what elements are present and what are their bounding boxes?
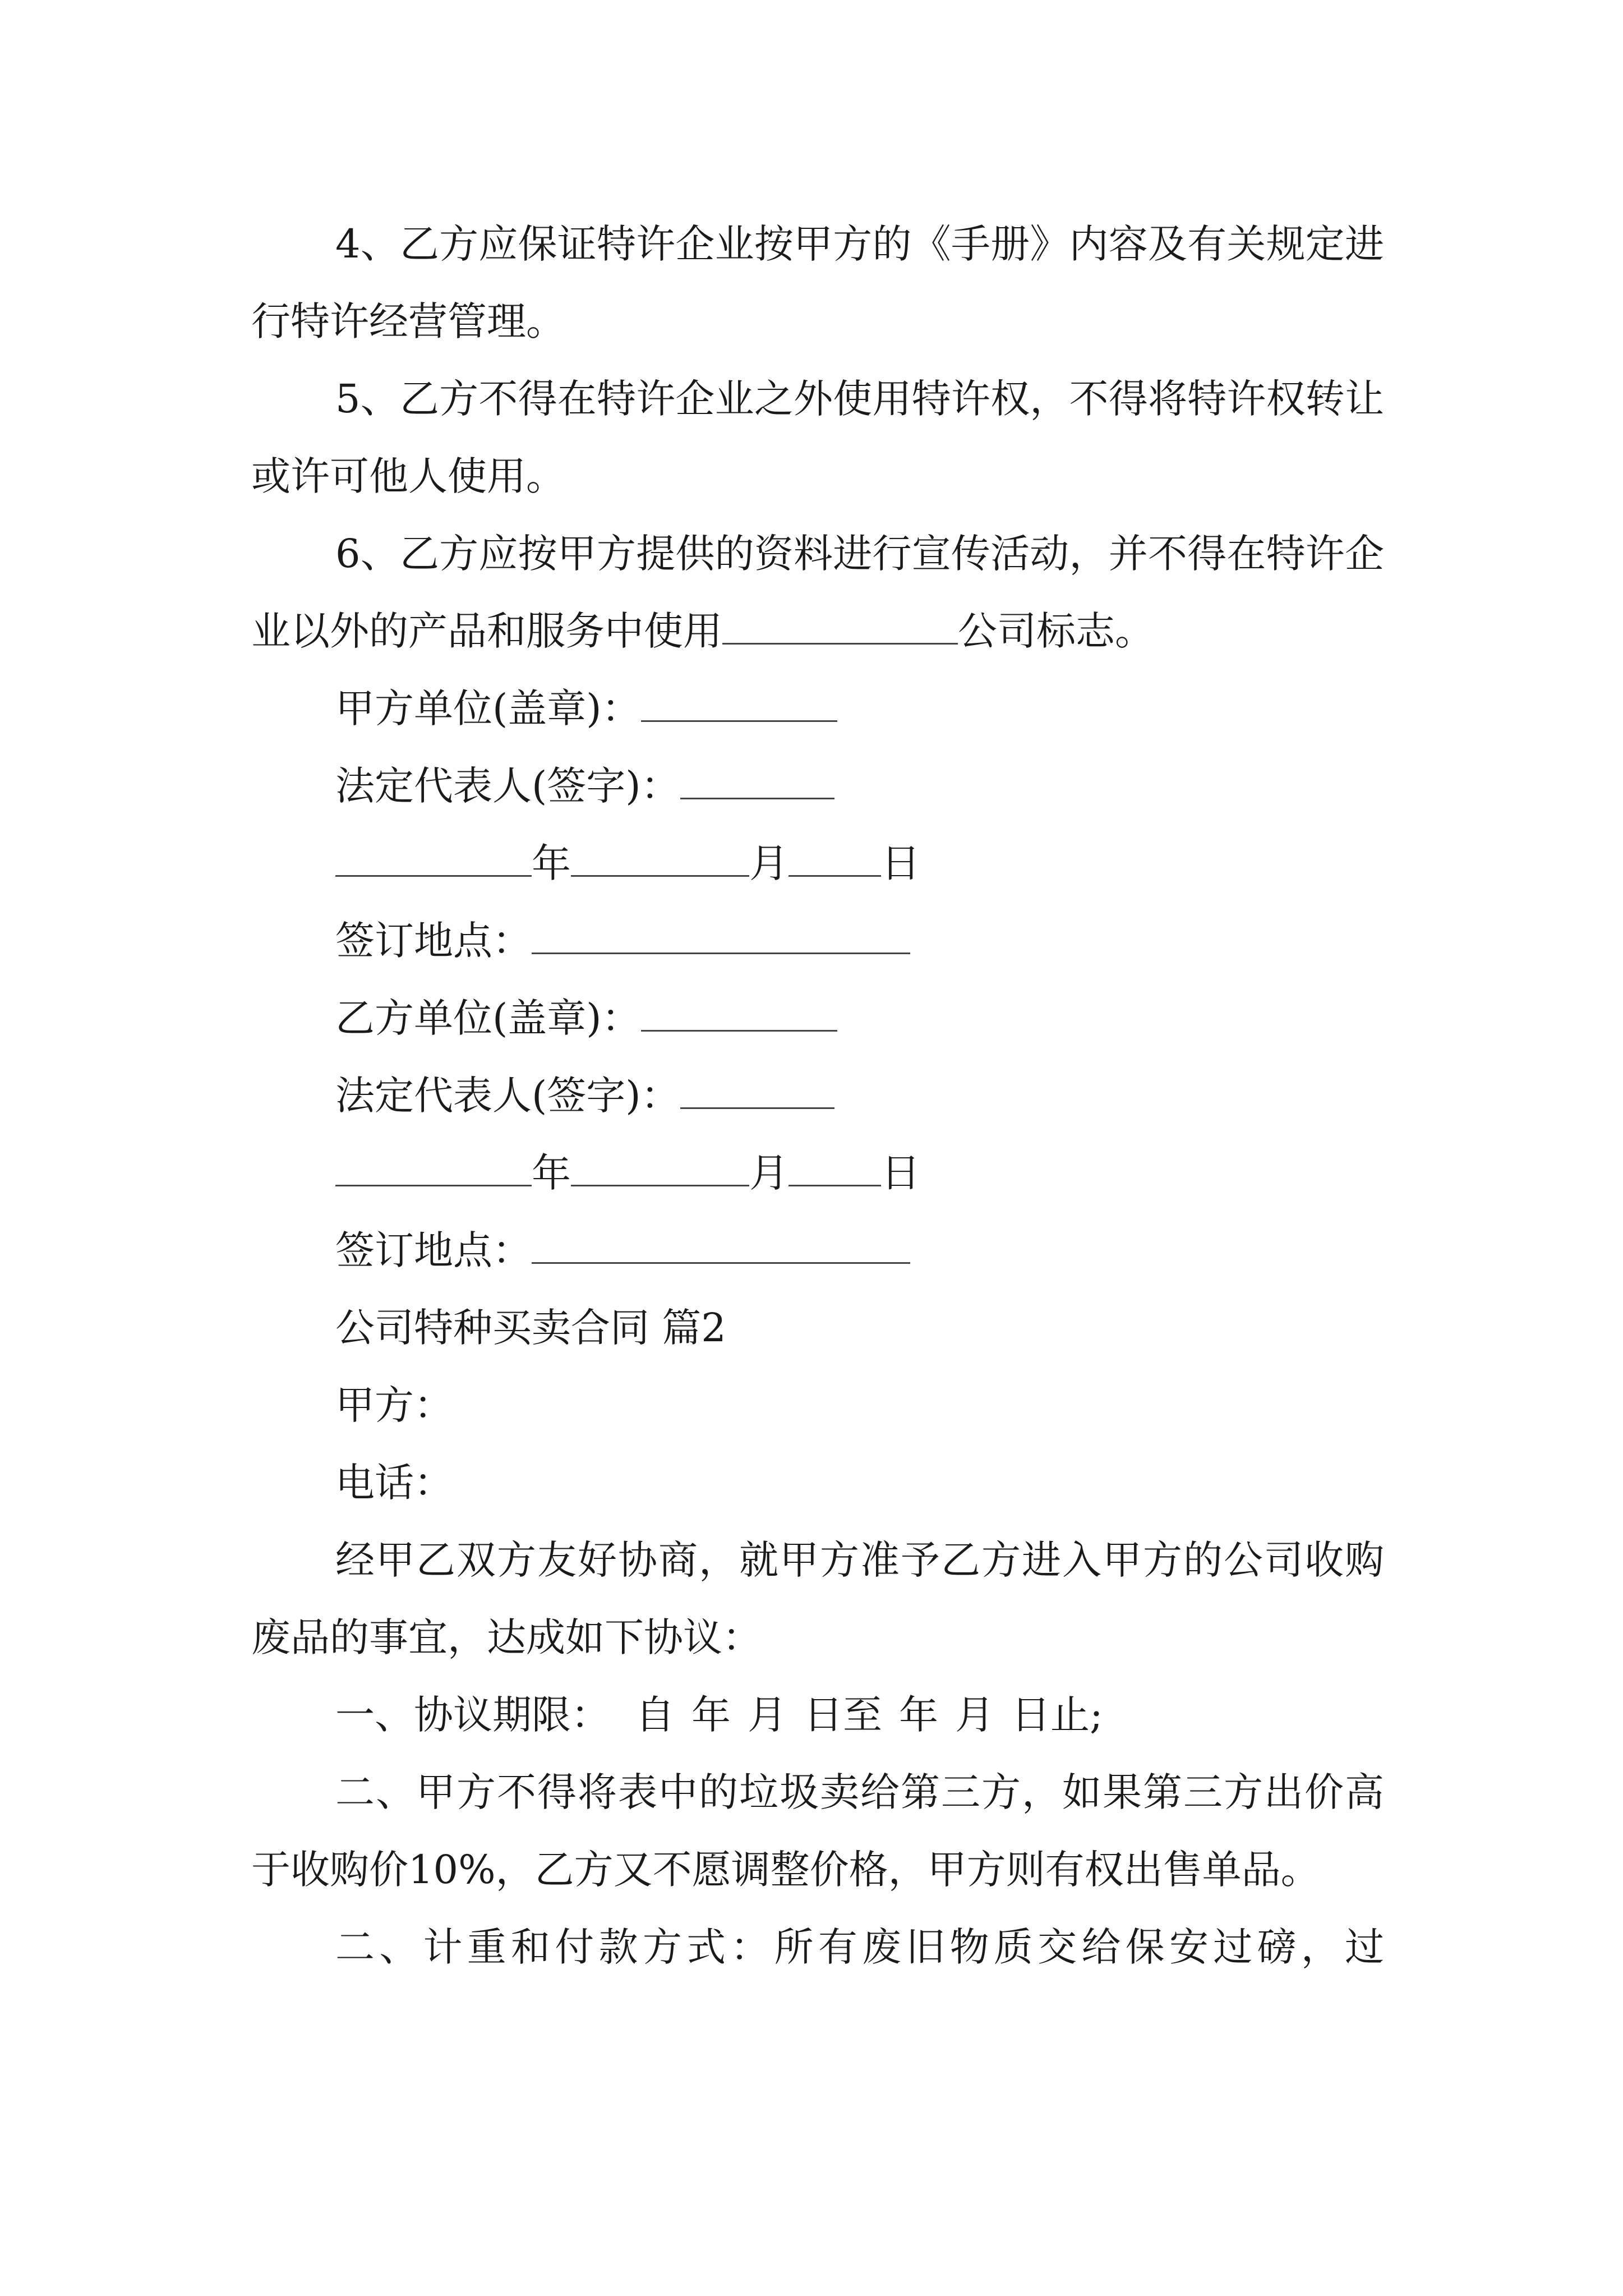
party-a-date-line — [251, 825, 1384, 902]
term-line — [251, 1676, 1384, 1754]
clause-4: 4、乙方应保证特许企业按甲方的《手册》内容及有关规定进行特许经营管理。 — [251, 221, 1384, 344]
intro-paragraph: 经甲乙双方友好协商，就甲方准予乙方进入甲方的公司收购废品的事宜，达成如下协议： — [251, 1537, 1384, 1660]
clause-6 — [251, 515, 1384, 670]
party-a-label: 甲方： — [335, 1382, 453, 1428]
item-2-paragraph: 二、甲方不得将表中的垃圾卖给第三方，如果第三方出价高于收购价10%，乙方又不愿调整价格，甲方则有权出售单品。 — [251, 1769, 1384, 1893]
clause-5: 5、乙方不得在特许企业之外使用特许权，不得将特许权转让或许可他人使用。 — [251, 376, 1384, 499]
party-a-unit-blank — [641, 685, 837, 722]
party-b-place-label: 签订地点： — [335, 1227, 532, 1273]
party-b-place-blank — [532, 1227, 910, 1264]
party-a-month-label: 月 — [749, 840, 789, 886]
party-b-rep-label: 法定代表人(签字)： — [335, 1073, 680, 1119]
term-from: 自 — [635, 1692, 675, 1738]
term-day-end: 日止; — [1011, 1692, 1103, 1738]
term-day-to: 日至 — [804, 1692, 882, 1738]
party-b-day-label: 日 — [881, 1150, 920, 1196]
party-a-day-label: 日 — [881, 840, 920, 886]
party-a-unit-line — [251, 670, 1384, 747]
item-3-paragraph: 二、计重和付款方式：所有废旧物质交给保安过磅，过 — [335, 1924, 1384, 1970]
party-a-rep-label: 法定代表人(签字)： — [335, 763, 680, 809]
party-b-year-blank — [335, 1150, 532, 1186]
party-b-unit-blank — [641, 995, 837, 1032]
party-a-place-label: 签订地点： — [335, 918, 532, 964]
document-body — [251, 205, 1384, 1986]
party-b-date-line — [251, 1134, 1384, 1212]
party-b-year-label: 年 — [532, 1150, 571, 1196]
term-month-2: 月 — [955, 1692, 994, 1738]
party-a-unit-label: 甲方单位(盖章)： — [335, 685, 641, 731]
party-b-place-line — [251, 1212, 1384, 1289]
term-year-2: 年 — [899, 1692, 938, 1738]
party-a-year-label: 年 — [532, 840, 571, 886]
term-label: 一、协议期限： — [335, 1692, 610, 1738]
party-a-place-blank — [532, 918, 910, 954]
party-b-unit-line — [251, 979, 1384, 1057]
party-a-year-blank — [335, 840, 532, 877]
party-a-rep-line — [251, 747, 1384, 825]
party-b-unit-label: 乙方单位(盖章)： — [335, 995, 641, 1041]
party-a-day-blank — [789, 840, 881, 877]
party-b-month-label: 月 — [749, 1150, 789, 1196]
party-b-month-blank — [571, 1150, 749, 1186]
party-a-rep-blank — [680, 763, 834, 799]
phone-label: 电话： — [335, 1460, 453, 1506]
party-a-month-blank — [571, 840, 749, 877]
term-month-1: 月 — [748, 1692, 787, 1738]
party-b-rep-line — [251, 1057, 1384, 1134]
clause-6-text: 6、乙方应按甲方提供的资料进行宣传活动，并不得在特许企业以外的产品和服务中使用 — [251, 531, 1384, 654]
clause-6-text-end: 公司标志。 — [958, 608, 1154, 654]
term-year-1: 年 — [691, 1692, 731, 1738]
company-name-blank — [722, 608, 958, 645]
party-b-day-blank — [789, 1150, 881, 1186]
party-a-place-line — [251, 902, 1384, 979]
section-heading: 公司特种买卖合同 篇2 — [335, 1305, 726, 1351]
party-b-rep-blank — [680, 1073, 834, 1109]
